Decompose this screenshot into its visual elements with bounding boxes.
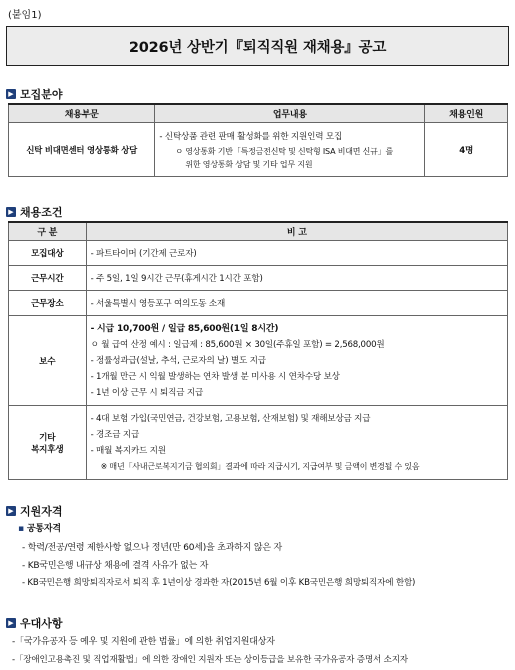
hours-label: 근무시간 xyxy=(9,266,87,291)
recruitment-table xyxy=(8,103,508,177)
welfare-line: - 경조금 지급 xyxy=(90,429,140,440)
qualification-item: - KB국민은행 희망퇴직자로서 퇴직 후 1년이상 경과한 자(2015년 6월 이후 KB국민은행 희망퇴직자에 한함) xyxy=(22,578,416,588)
page-title: 2026년 상반기『퇴직직원 재채용』공고 xyxy=(6,26,509,66)
place-label: 근무장소 xyxy=(9,291,87,316)
target-label: 모집대상 xyxy=(9,241,87,266)
section-heading: 지원자격 xyxy=(20,505,63,518)
target-value: - 파트타이머 (기간제 근로자) xyxy=(86,241,507,266)
sub-heading: 공통자격 xyxy=(26,524,61,534)
section-heading: 모집분야 xyxy=(20,88,63,101)
pay-line: - 1개월 만근 시 익월 발생하는 연차 발생 분 미사용 시 연차수당 보상 xyxy=(90,371,340,382)
pay-line: ㅇ 월 급여 산정 예시 : 일급제 : 85,600원 × 30일(주휴일 포함) = 2,568,000원 xyxy=(90,339,385,350)
welfare-line: - 매월 복지카드 지원 xyxy=(90,445,166,456)
welfare-note: ※ 매년「사내근로복지기금 협의회」결과에 따라 지급시기, 지급여부 및 금액이 변경될 수 있음 xyxy=(100,461,420,471)
header-remarks: 비 고 xyxy=(86,222,507,241)
header-field: 채용부문 xyxy=(9,104,155,123)
qualification-item: - KB국민은행 내규상 채용에 결격 사유가 없는 자 xyxy=(22,561,209,571)
section-recruitment-field xyxy=(6,86,63,102)
section-preferences xyxy=(6,615,63,631)
task-line: - 신탁상품 관련 판매 활성화를 위한 지원인력 모집 xyxy=(159,131,343,142)
header-category: 구 분 xyxy=(9,222,87,241)
qualification-item: - 학력/전공/연령 제한사항 없으나 정년(만 60세)을 초과하지 않은 자 xyxy=(22,543,283,553)
pay-line: - 1년 이상 근무 시 퇴직금 지급 xyxy=(90,387,204,398)
attachment-label: (붙임1) xyxy=(8,10,42,21)
header-count: 채용인원 xyxy=(425,104,508,123)
preference-item: -「국가유공자 등 예우 및 지원에 관한 법률」에 의한 취업지원대상자 xyxy=(12,637,275,647)
task-cell xyxy=(155,123,425,177)
arrow-right-icon: ▶ xyxy=(6,89,16,99)
count-cell: 4명 xyxy=(425,123,508,177)
arrow-right-icon: ▶ xyxy=(6,506,16,516)
conditions-table xyxy=(8,221,508,480)
place-value: - 서울특별시 영등포구 여의도동 소재 xyxy=(86,291,507,316)
task-detail-line: 위한 영상통화 상담 및 기타 업무 지원 xyxy=(185,159,313,169)
pay-line: - 정률성과급(설날, 추석, 근로자의 날) 별도 지급 xyxy=(90,355,266,366)
section-heading: 우대사항 xyxy=(20,617,63,630)
common-qualifications-heading xyxy=(18,521,61,534)
arrow-right-icon: ▶ xyxy=(6,207,16,217)
welfare-label-line: 기타 xyxy=(39,432,56,443)
hours-value: - 주 5일, 1일 9시간 근무(휴게시간 1시간 포함) xyxy=(86,266,507,291)
section-employment-conditions xyxy=(6,204,63,220)
section-heading: 채용조건 xyxy=(20,206,63,219)
field-cell: 신탁 비대면센터 영상통화 상담 xyxy=(9,123,155,177)
welfare-cell xyxy=(86,406,507,480)
header-task: 업무내용 xyxy=(155,104,425,123)
welfare-label xyxy=(9,406,87,480)
pay-line: - 시급 10,700원 / 일급 85,600원(1일 8시간) xyxy=(90,323,279,334)
welfare-label-line: 복지후생 xyxy=(31,444,64,455)
section-qualifications xyxy=(6,503,63,519)
task-detail-line: ㅇ 영상통화 기반「특정금전신탁 및 신탁형 ISA 비대면 신규」를 xyxy=(175,146,394,156)
pay-label: 보수 xyxy=(9,316,87,406)
pay-cell xyxy=(86,316,507,406)
preference-item: -「장애인고용촉진 및 직업재활법」에 의한 장애인 지원자 또는 상이등급을 보유한 국가유공자 증명서 소지자 xyxy=(12,655,408,665)
bullet-icon: ▪ xyxy=(18,524,24,534)
arrow-right-icon: ▶ xyxy=(6,618,16,628)
welfare-line: - 4대 보험 가입(국민연금, 건강보험, 고용보험, 산재보험) 및 재해보상금 지급 xyxy=(90,413,371,424)
